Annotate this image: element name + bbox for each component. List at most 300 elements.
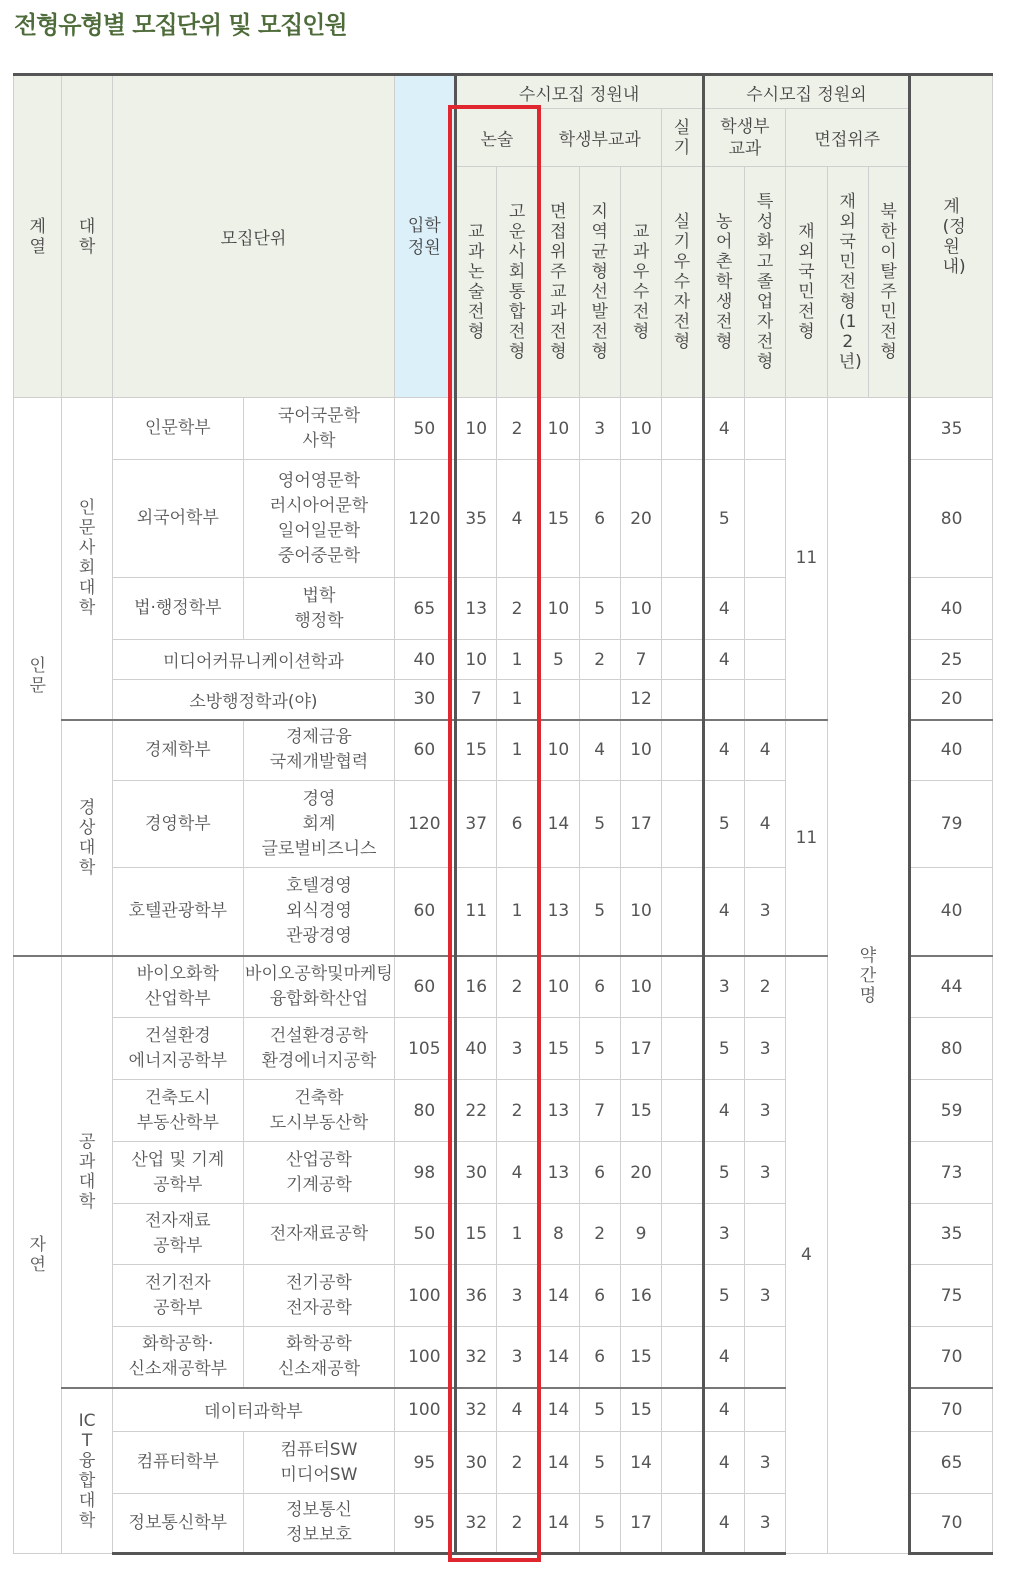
- rec-regional-cell: 2: [579, 1204, 620, 1265]
- total-cell: 80: [910, 460, 993, 578]
- rec-interview-cell: 10: [538, 720, 579, 781]
- rec-excellent-cell: 7: [620, 640, 661, 680]
- college-cell: [62, 956, 112, 1388]
- header-out-nk: 북한이탈주민전형: [868, 167, 909, 398]
- out-overseas-cell: 11: [786, 720, 827, 956]
- prac-excellent-cell: [662, 578, 703, 640]
- header-essay-social: 고운사회통합전형: [496, 167, 537, 398]
- major-name: 경제금융: [286, 727, 352, 748]
- quota-cell: 80: [395, 1080, 455, 1142]
- total-cell: 80: [910, 1018, 993, 1080]
- major-name: 건축학: [294, 1087, 344, 1108]
- total-cell: 65: [910, 1432, 993, 1494]
- table-row: [14, 398, 993, 460]
- prac-excellent-cell: [662, 460, 703, 578]
- essay-social-cell: 1: [496, 1204, 537, 1265]
- college-cell: [62, 720, 112, 956]
- dept-line: 화학공학·: [142, 1333, 214, 1354]
- prac-excellent-cell: [662, 1204, 703, 1265]
- rec-interview-cell: 5: [538, 640, 579, 680]
- essay-general-cell: 36: [455, 1265, 496, 1327]
- major-name: 러시아어문학: [269, 495, 369, 516]
- essay-general-cell: 10: [455, 640, 496, 680]
- college-label: ICT융합대학: [78, 1410, 96, 1531]
- major-name: 미디어SW: [280, 1464, 358, 1485]
- out-rural-cell: 3: [703, 956, 744, 1018]
- dept-line: 경제학부: [144, 739, 211, 760]
- dept-line: 경영학부: [144, 813, 211, 834]
- out-rural-cell: 4: [703, 1494, 744, 1554]
- dept-cell: [112, 868, 243, 956]
- essay-social-cell: 4: [496, 1388, 537, 1432]
- essay-general-cell: 30: [455, 1432, 496, 1494]
- out-nk-cell: [827, 398, 910, 1554]
- rec-regional-cell: 5: [579, 868, 620, 956]
- header-prac-excellent: 실기우수자전형: [662, 167, 703, 398]
- major-cell: [243, 398, 394, 460]
- out-special-cell: [744, 1388, 785, 1432]
- prac-excellent-cell: [662, 1265, 703, 1327]
- major-name: 경영: [302, 788, 336, 809]
- major-name: 관광경영: [286, 925, 352, 946]
- rec-interview-cell: 13: [538, 1142, 579, 1204]
- total-cell: 40: [910, 720, 993, 781]
- prac-excellent-cell: [662, 1388, 703, 1432]
- quota-cell: 95: [395, 1432, 455, 1494]
- total-cell: 75: [910, 1265, 993, 1327]
- essay-social-cell: 2: [496, 1432, 537, 1494]
- header-quota: 입학정원: [395, 75, 455, 398]
- out-special-cell: [744, 640, 785, 680]
- dept-line: 외국어학부: [136, 508, 219, 528]
- total-cell: 40: [910, 868, 993, 956]
- out-special-cell: 3: [744, 1080, 785, 1142]
- out-special-cell: 3: [744, 1142, 785, 1204]
- dept-cell: [112, 956, 243, 1018]
- header-out-rural: 농어촌학생전형: [703, 167, 744, 398]
- dept-line: 산업 및 기계: [131, 1149, 225, 1170]
- rec-excellent-cell: 10: [620, 398, 661, 460]
- essay-social-cell: 3: [496, 1265, 537, 1327]
- rec-regional-cell: 3: [579, 398, 620, 460]
- out-special-cell: 3: [744, 1265, 785, 1327]
- header-field: 계열: [14, 75, 62, 398]
- essay-social-cell: 1: [496, 868, 537, 956]
- essay-general-cell: 10: [455, 398, 496, 460]
- header-rec-regional: 지역균형선발전형: [579, 167, 620, 398]
- major-cell: [243, 578, 394, 640]
- out-overseas-cell: 4: [786, 956, 827, 1554]
- major-cell: [243, 1204, 394, 1265]
- essay-general-cell: 32: [455, 1494, 496, 1554]
- out-rural-cell: 4: [703, 1327, 744, 1388]
- quota-cell: 40: [395, 640, 455, 680]
- out-special-cell: 4: [744, 781, 785, 868]
- header-out-special: 특성화고졸업자전형: [744, 167, 785, 398]
- rec-regional-cell: 6: [579, 1265, 620, 1327]
- college-label: 공과대학: [78, 1131, 96, 1212]
- essay-social-cell: 2: [496, 1080, 537, 1142]
- prac-excellent-cell: [662, 1432, 703, 1494]
- out-rural-cell: 5: [703, 1142, 744, 1204]
- out-rural-cell: 3: [703, 1204, 744, 1265]
- out-special-cell: 3: [744, 1494, 785, 1554]
- quota-cell: 65: [395, 578, 455, 640]
- total-cell: 79: [910, 781, 993, 868]
- out-special-cell: [744, 578, 785, 640]
- major-name: 신소재공학: [277, 1358, 361, 1379]
- dept-line: 공학부: [153, 1174, 203, 1195]
- rec-interview-cell: 14: [538, 781, 579, 868]
- header-record-out: 학생부교과: [703, 109, 786, 167]
- field-cell: [14, 398, 62, 956]
- dept-cell: [112, 1142, 243, 1204]
- dept-line: 부동산학부: [136, 1112, 219, 1133]
- out-rural-cell: 4: [703, 640, 744, 680]
- major-cell: [243, 868, 394, 956]
- essay-general-cell: 16: [455, 956, 496, 1018]
- major-name: 바이오공학및마케팅: [245, 963, 393, 984]
- prac-excellent-cell: [662, 868, 703, 956]
- major-name: 산업공학: [286, 1149, 352, 1170]
- major-name: 기계공학: [286, 1174, 352, 1195]
- major-name: 사학: [302, 430, 336, 451]
- out-overseas-cell: 11: [786, 398, 827, 720]
- total-cell: 70: [910, 1494, 993, 1554]
- dept-line: 건설환경: [144, 1025, 211, 1046]
- essay-social-cell: 2: [496, 398, 537, 460]
- dept-line: 신소재공학부: [128, 1358, 228, 1379]
- rec-interview-cell: 10: [538, 578, 579, 640]
- essay-general-cell: 7: [455, 680, 496, 720]
- major-name: 환경에너지공학: [261, 1050, 377, 1071]
- essay-general-cell: 13: [455, 578, 496, 640]
- out-special-cell: 3: [744, 868, 785, 956]
- dept-line: 산업학부: [144, 988, 211, 1009]
- prac-excellent-cell: [662, 640, 703, 680]
- rec-excellent-cell: 15: [620, 1388, 661, 1432]
- dept-cell: [112, 720, 243, 781]
- rec-regional-cell: 5: [579, 1388, 620, 1432]
- major-cell: [243, 1494, 394, 1554]
- quota-cell: 60: [395, 868, 455, 956]
- major-name: 도시부동산학: [269, 1112, 369, 1133]
- out-special-cell: [744, 680, 785, 720]
- essay-social-cell: 2: [496, 1494, 537, 1554]
- essay-social-cell: 1: [496, 640, 537, 680]
- header-unit: 모집단위: [112, 75, 394, 398]
- rec-interview-cell: 10: [538, 956, 579, 1018]
- essay-general-cell: 32: [455, 1388, 496, 1432]
- rec-excellent-cell: 20: [620, 1142, 661, 1204]
- rec-regional-cell: 7: [579, 1080, 620, 1142]
- rec-excellent-cell: 12: [620, 680, 661, 720]
- dept-cell: [112, 1265, 243, 1327]
- header-interview: 면접위주: [786, 109, 910, 167]
- major-cell: [243, 460, 394, 578]
- major-cell: [243, 1432, 394, 1494]
- essay-social-cell: 1: [496, 720, 537, 781]
- total-cell: 35: [910, 1204, 993, 1265]
- major-name: 전기공학: [286, 1272, 352, 1293]
- rec-excellent-cell: 15: [620, 1327, 661, 1388]
- header-susi-in: 수시모집 정원내: [455, 75, 703, 109]
- major-name: 정보통신: [286, 1500, 352, 1520]
- essay-social-cell: 2: [496, 578, 537, 640]
- major-cell: [243, 1080, 394, 1142]
- dept-cell: [112, 1018, 243, 1080]
- major-cell: [243, 1018, 394, 1080]
- header-susi-out: 수시모집 정원외: [703, 75, 910, 109]
- header-essay-general: 교과논술전형: [455, 167, 496, 398]
- essay-social-cell: 2: [496, 956, 537, 1018]
- rec-regional-cell: 4: [579, 720, 620, 781]
- prac-excellent-cell: [662, 1142, 703, 1204]
- header-record-in: 학생부교과: [538, 109, 662, 167]
- header-college: 대학: [62, 75, 112, 398]
- dept-line: 전자재료: [144, 1211, 211, 1231]
- rec-regional-cell: 5: [579, 1432, 620, 1494]
- dept-line: 컴퓨터학부: [136, 1452, 219, 1472]
- essay-general-cell: 40: [455, 1018, 496, 1080]
- out-special-cell: 2: [744, 956, 785, 1018]
- rec-interview-cell: 8: [538, 1204, 579, 1265]
- major-name: 정보보호: [286, 1525, 352, 1545]
- rec-interview-cell: 15: [538, 1018, 579, 1080]
- prac-excellent-cell: [662, 398, 703, 460]
- dept-cell: [112, 1204, 243, 1265]
- admission-table: [13, 73, 993, 1555]
- major-cell: [243, 956, 394, 1018]
- header-rec-excellent: 교과우수전형: [620, 167, 661, 398]
- essay-social-cell: 4: [496, 460, 537, 578]
- out-rural-cell: [703, 680, 744, 720]
- major-cell: [243, 1142, 394, 1204]
- major-cell: [243, 1265, 394, 1327]
- header-out-overseas: 재외국민전형: [786, 167, 827, 398]
- essay-general-cell: 11: [455, 868, 496, 956]
- dept-cell: [112, 1432, 243, 1494]
- essay-general-cell: 15: [455, 720, 496, 781]
- quota-cell: 60: [395, 956, 455, 1018]
- major-name: 국어국문학: [277, 405, 361, 426]
- out-special-cell: [744, 1327, 785, 1388]
- total-cell: 40: [910, 578, 993, 640]
- out-special-cell: [744, 1204, 785, 1265]
- total-cell: 20: [910, 680, 993, 720]
- dept-line: 인문학부: [144, 418, 211, 438]
- major-name: 법학: [302, 585, 336, 606]
- out-special-cell: 3: [744, 1018, 785, 1080]
- out-rural-cell: 4: [703, 720, 744, 781]
- table-body: [14, 398, 993, 1554]
- dept-cell: [112, 781, 243, 868]
- prac-excellent-cell: [662, 956, 703, 1018]
- rec-interview-cell: 13: [538, 1080, 579, 1142]
- out-rural-cell: 4: [703, 578, 744, 640]
- rec-excellent-cell: 9: [620, 1204, 661, 1265]
- rec-interview-cell: 10: [538, 398, 579, 460]
- dept-cell: 소방행정학과(야): [112, 680, 394, 720]
- total-cell: 35: [910, 398, 993, 460]
- dept-cell: [112, 460, 243, 578]
- dept-line: 호텔관광학부: [128, 900, 228, 921]
- table-header: [14, 75, 993, 398]
- dept-line: 공학부: [153, 1297, 203, 1318]
- major-name: 호텔경영: [286, 875, 352, 896]
- dept-line: 바이오화학: [136, 963, 219, 984]
- prac-excellent-cell: [662, 1494, 703, 1554]
- rec-interview-cell: 13: [538, 868, 579, 956]
- rec-regional-cell: 5: [579, 578, 620, 640]
- essay-general-cell: 15: [455, 1204, 496, 1265]
- dept-cell: [112, 578, 243, 640]
- essay-social-cell: 3: [496, 1327, 537, 1388]
- essay-general-cell: 22: [455, 1080, 496, 1142]
- major-name: 영어영문학: [277, 470, 361, 491]
- quota-cell: 50: [395, 398, 455, 460]
- major-cell: [243, 1327, 394, 1388]
- total-cell: 73: [910, 1142, 993, 1204]
- rec-regional-cell: 5: [579, 1494, 620, 1554]
- rec-regional-cell: 5: [579, 781, 620, 868]
- out-rural-cell: 4: [703, 868, 744, 956]
- out-special-cell: [744, 398, 785, 460]
- rec-excellent-cell: 17: [620, 1018, 661, 1080]
- college-cell: [62, 1388, 112, 1554]
- out-rural-cell: 4: [703, 1432, 744, 1494]
- header-rec-interview: 면접위주교과전형: [538, 167, 579, 398]
- essay-general-cell: 37: [455, 781, 496, 868]
- prac-excellent-cell: [662, 680, 703, 720]
- rec-interview-cell: 14: [538, 1327, 579, 1388]
- rec-excellent-cell: 10: [620, 868, 661, 956]
- rec-regional-cell: [579, 680, 620, 720]
- major-name: 행정학: [294, 610, 344, 631]
- rec-excellent-cell: 17: [620, 781, 661, 868]
- prac-excellent-cell: [662, 720, 703, 781]
- dept-cell: 데이터과학부: [112, 1388, 394, 1432]
- quota-cell: 120: [395, 781, 455, 868]
- rec-interview-cell: 14: [538, 1494, 579, 1554]
- essay-general-cell: 32: [455, 1327, 496, 1388]
- prac-excellent-cell: [662, 1018, 703, 1080]
- essay-social-cell: 1: [496, 680, 537, 720]
- rec-regional-cell: 6: [579, 460, 620, 578]
- major-name: 전자재료공학: [269, 1223, 369, 1244]
- prac-excellent-cell: [662, 1080, 703, 1142]
- out-special-cell: [744, 460, 785, 578]
- rec-excellent-cell: 17: [620, 1494, 661, 1554]
- page-title: 전형유형별 모집단위 및 모집인원: [14, 11, 347, 39]
- dept-cell: [112, 1080, 243, 1142]
- college-cell: [62, 398, 112, 720]
- dept-line: 정보통신학부: [128, 1512, 228, 1533]
- total-cell: 44: [910, 956, 993, 1018]
- quota-cell: 105: [395, 1018, 455, 1080]
- dept-line: 에너지공학부: [128, 1050, 228, 1071]
- rec-regional-cell: 2: [579, 640, 620, 680]
- field-cell: [14, 956, 62, 1554]
- out-rural-cell: 4: [703, 1080, 744, 1142]
- header-total: 계(정원내): [910, 75, 993, 398]
- out-rural-cell: 5: [703, 1018, 744, 1080]
- out-rural-cell: 4: [703, 1388, 744, 1432]
- rec-excellent-cell: 20: [620, 460, 661, 578]
- major-name: 국제개발협력: [269, 752, 369, 773]
- essay-general-cell: 30: [455, 1142, 496, 1204]
- dept-line: 전기전자: [144, 1272, 211, 1293]
- quota-cell: 100: [395, 1388, 455, 1432]
- essay-social-cell: 6: [496, 781, 537, 868]
- header-essay: 논술: [455, 109, 538, 167]
- major-name: 컴퓨터SW: [280, 1439, 358, 1460]
- major-cell: [243, 720, 394, 781]
- major-cell: [243, 781, 394, 868]
- quota-cell: 30: [395, 680, 455, 720]
- major-name: 회계: [302, 813, 336, 834]
- header-practical: 실기: [662, 109, 703, 167]
- quota-cell: 120: [395, 460, 455, 578]
- dept-line: 건축도시: [144, 1087, 211, 1108]
- rec-excellent-cell: 16: [620, 1265, 661, 1327]
- rec-interview-cell: [538, 680, 579, 720]
- total-cell: 25: [910, 640, 993, 680]
- major-name: 건설환경공학: [269, 1025, 369, 1046]
- dept-cell: [112, 1327, 243, 1388]
- total-cell: 70: [910, 1327, 993, 1388]
- rec-interview-cell: 15: [538, 460, 579, 578]
- out-special-cell: 3: [744, 1432, 785, 1494]
- out-special-cell: 4: [744, 720, 785, 781]
- dept-cell: [112, 1494, 243, 1554]
- rec-excellent-cell: 10: [620, 956, 661, 1018]
- out-rural-cell: 5: [703, 1265, 744, 1327]
- college-label: 인문사회대학: [78, 498, 96, 619]
- rec-interview-cell: 14: [538, 1432, 579, 1494]
- rec-regional-cell: 6: [579, 1327, 620, 1388]
- header-out-overseas12: 재외국민전형(12년): [827, 167, 868, 398]
- rec-excellent-cell: 14: [620, 1432, 661, 1494]
- major-name: 전자공학: [286, 1297, 352, 1318]
- dept-cell: 미디어커뮤니케이션학과: [112, 640, 394, 680]
- major-name: 일어일문학: [277, 520, 361, 541]
- quota-cell: 98: [395, 1142, 455, 1204]
- quota-cell: 100: [395, 1327, 455, 1388]
- essay-social-cell: 4: [496, 1142, 537, 1204]
- quota-cell: 50: [395, 1204, 455, 1265]
- rec-regional-cell: 6: [579, 1142, 620, 1204]
- dept-line: 공학부: [153, 1236, 203, 1256]
- rec-regional-cell: 6: [579, 956, 620, 1018]
- essay-general-cell: 35: [455, 460, 496, 578]
- quota-cell: 95: [395, 1494, 455, 1554]
- field-label: 인문: [29, 656, 46, 697]
- out-rural-cell: 4: [703, 398, 744, 460]
- rec-interview-cell: 14: [538, 1388, 579, 1432]
- college-label: 경상대학: [78, 797, 96, 878]
- quota-cell: 60: [395, 720, 455, 781]
- out-rural-cell: 5: [703, 781, 744, 868]
- essay-social-cell: 3: [496, 1018, 537, 1080]
- major-name: 화학공학: [286, 1333, 352, 1354]
- prac-excellent-cell: [662, 781, 703, 868]
- major-name: 글로벌비즈니스: [261, 838, 377, 859]
- prac-excellent-cell: [662, 1327, 703, 1388]
- out-rural-cell: 5: [703, 460, 744, 578]
- rec-excellent-cell: 15: [620, 1080, 661, 1142]
- rec-regional-cell: 5: [579, 1018, 620, 1080]
